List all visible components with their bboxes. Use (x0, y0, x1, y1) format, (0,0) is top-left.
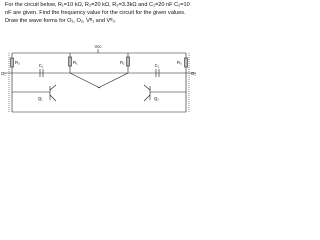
cross-wire-1 (70, 73, 100, 88)
q1-label: Q₁ (38, 96, 43, 101)
o1-label: O₁ (1, 71, 6, 76)
c2-label: C₂ (154, 63, 160, 68)
q1-collector (50, 85, 56, 90)
cross-wire-2 (98, 73, 128, 88)
c1-label: C₁ (38, 63, 44, 68)
astable-multivibrator-circuit (0, 0, 200, 115)
r2-label: R₂ (120, 60, 125, 65)
o2-label: O₂ (191, 71, 196, 76)
problem-statement: For the circuit below, R₁=10 kΩ, R₂=20 kΩ, R₃=3.3kΩ and C₁=20 nF C₂=10 nF are given. Find the frequency value for the circuit for the given values. Draw the wave forms for O₁, O₂, Vᴮ₁ and Vᴮ₂. (5, 2, 190, 25)
q2-collector (144, 85, 150, 90)
q2-label: Q₂ (154, 96, 159, 101)
q1-emitter (50, 95, 56, 101)
r3-right-label: R₃ (177, 60, 182, 65)
vcc-label: Vcc (94, 44, 102, 49)
r1-label: R₁ (73, 60, 78, 65)
q2-emitter (144, 95, 150, 101)
r3-left-label: R₃ (15, 60, 20, 65)
